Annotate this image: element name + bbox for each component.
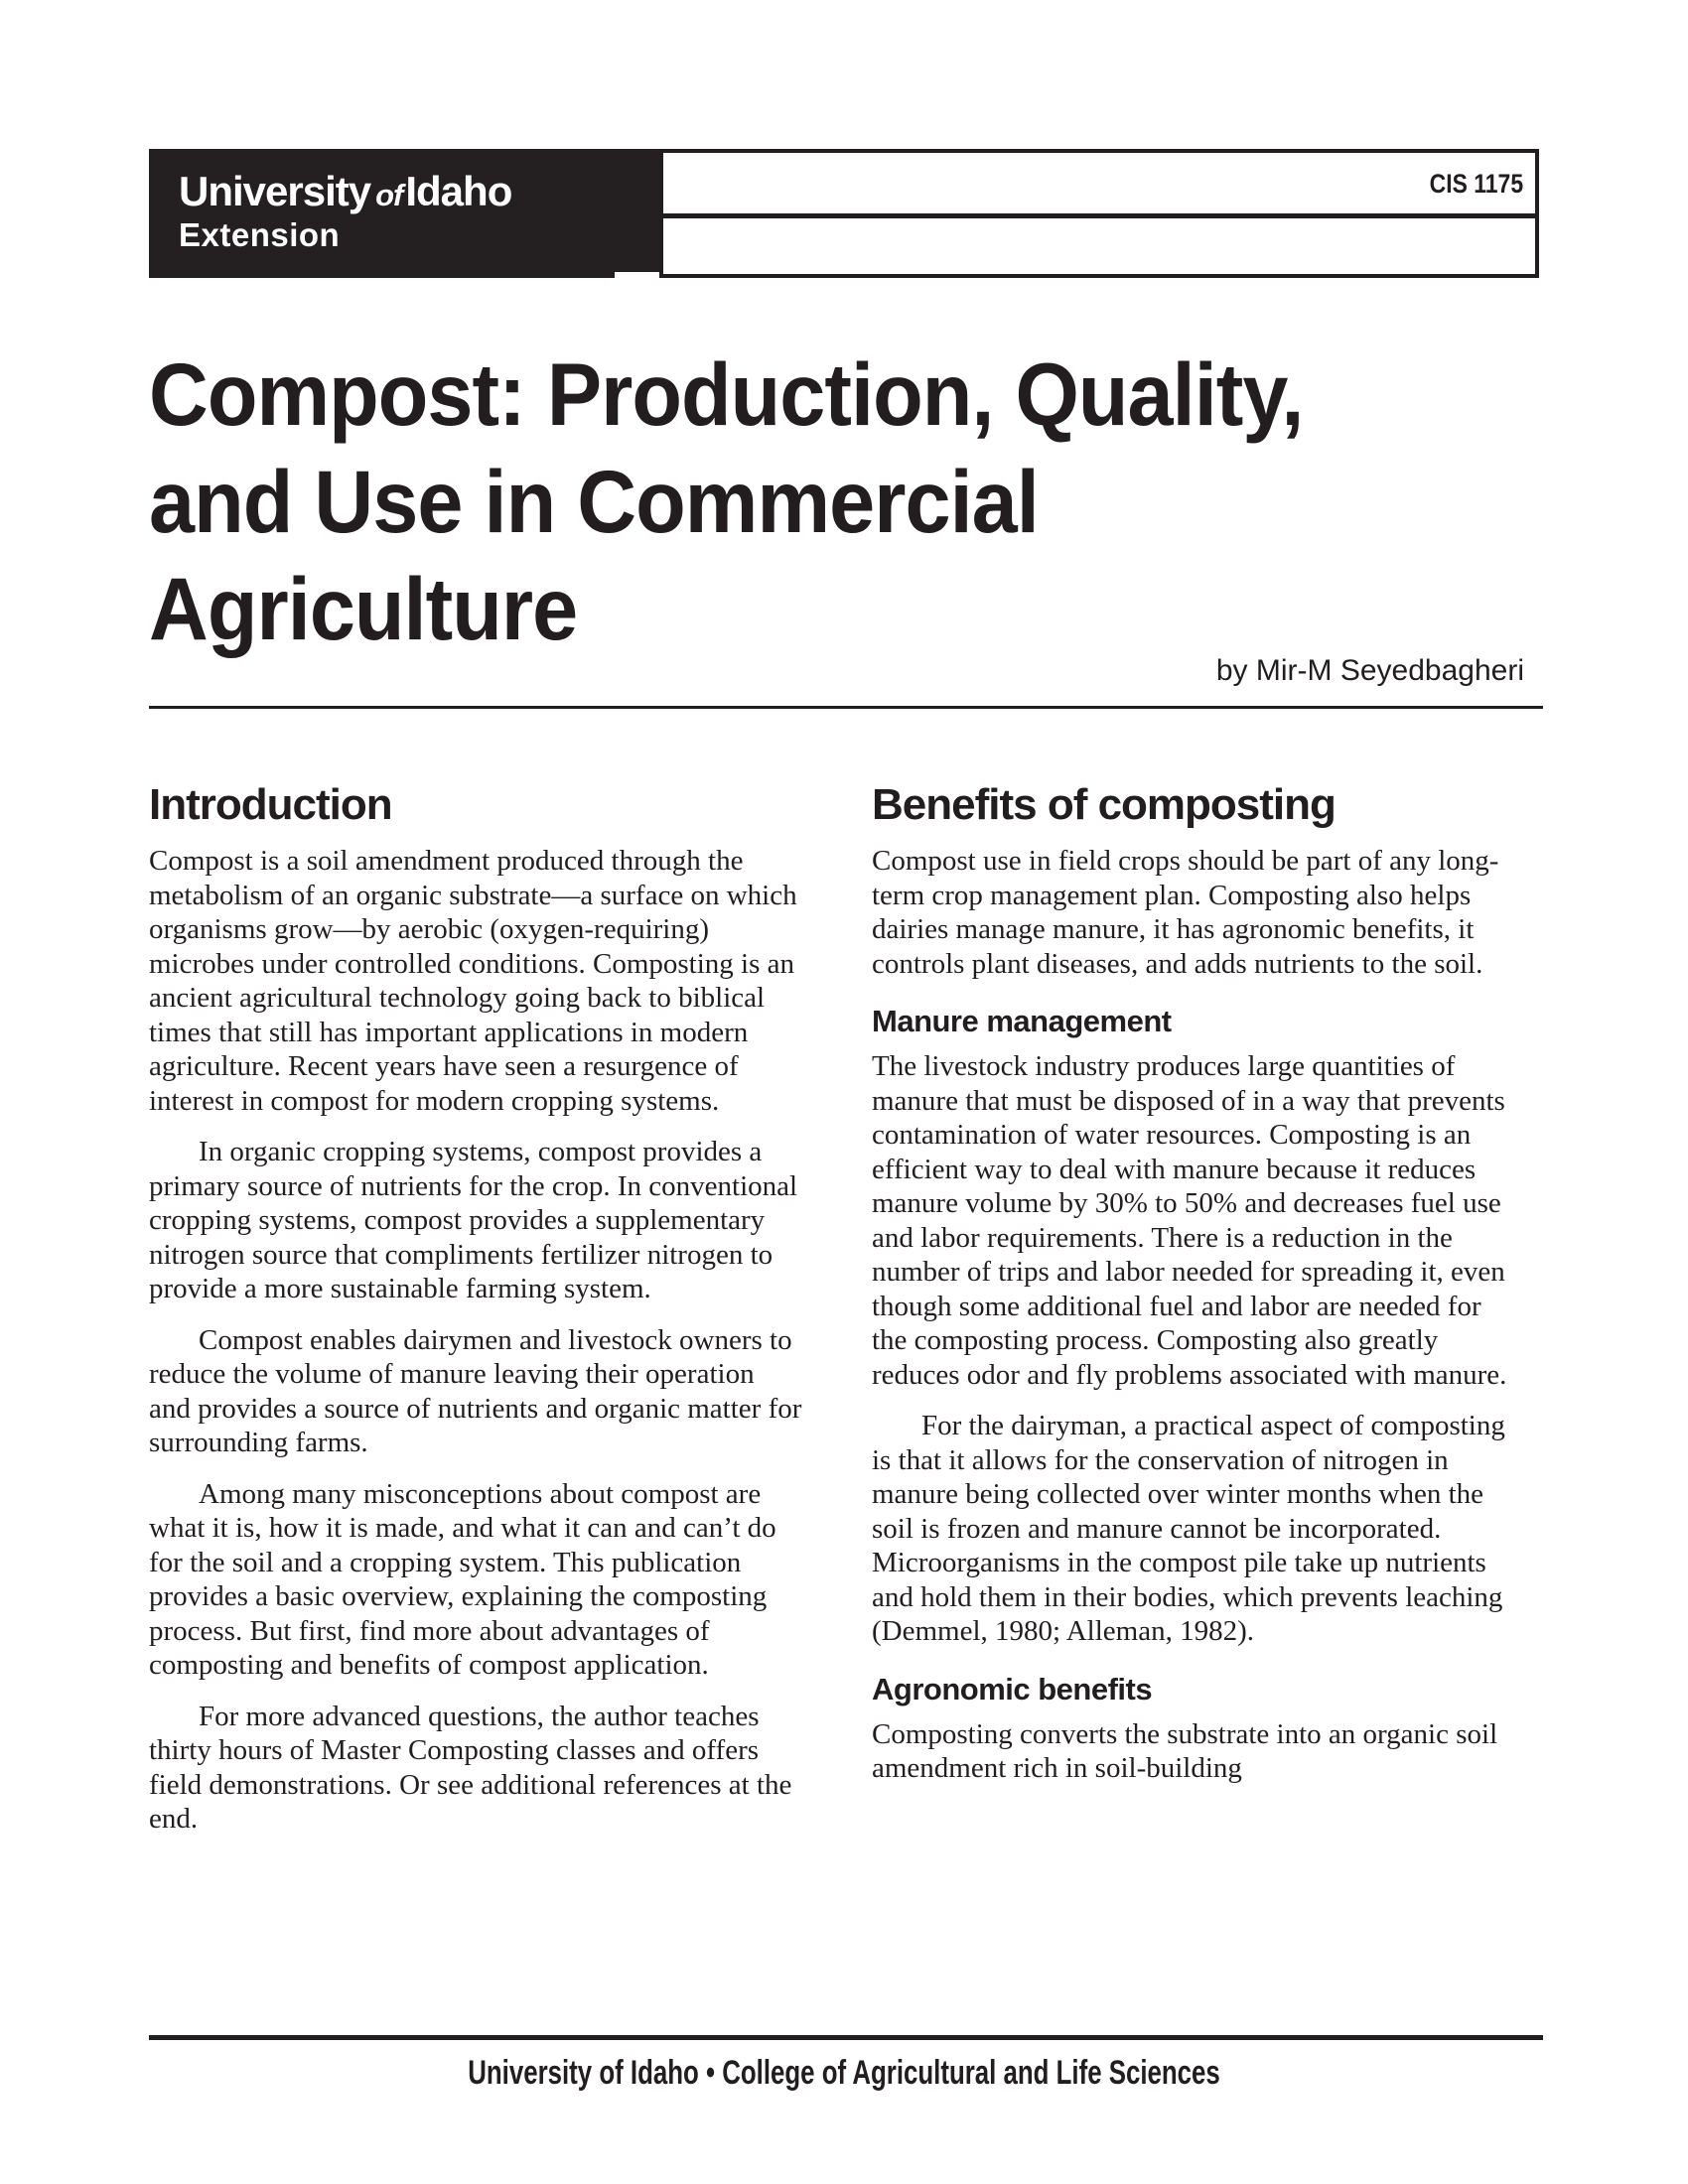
publication-number-box (659, 149, 1539, 278)
logo-extension: Extension (179, 216, 341, 253)
title-line-3: Agriculture (149, 559, 578, 658)
logo-university: University (179, 168, 371, 214)
university-of-idaho-extension-logo (149, 149, 663, 278)
intro-paragraph-5: For more advanced questions, the author teaches thirty hours of Master Composting classes and offers field demonstrations. Or see additional references at the end. (149, 1700, 792, 1835)
header-rule (149, 706, 1543, 709)
left-column (149, 782, 802, 1853)
benefits-intro-paragraph: Compost use in field crops should be part of any long-term crop management plan. Composting also helps dairies manage manure, it has agronomic benefits, it controls plant diseases, and adds nutrients to the soil. (872, 845, 1499, 980)
title-line-1: Compost: Production, Quality, (149, 344, 1304, 444)
title-line-2: and Use in Commercial (149, 452, 1039, 551)
logo-idaho: Idaho (405, 168, 512, 214)
logo-notch-mark (615, 272, 659, 278)
right-column (872, 782, 1523, 1853)
document-title (149, 341, 1303, 662)
introduction-heading: Introduction (149, 780, 392, 829)
manure-management-subheading: Manure management (872, 1004, 1172, 1038)
intro-paragraph-3: Compost enables dairymen and livestock owners to reduce the volume of manure leaving their operation and provides a source of nutrients and organic matter for surrounding farms. (149, 1323, 802, 1458)
footer-text: University of Idaho • College of Agricultural and Life Sciences (468, 2054, 1220, 2092)
benefits-heading: Benefits of composting (872, 780, 1336, 829)
manure-paragraph-1: The livestock industry produces large quantities of manure that must be disposed of in a way that prevents contamination of water resources. Composting is an efficient way to deal with manure because it reduces manure volume by 30% to 50% and decreases fuel use and labor requirements. There is a reduction in the number of trips and labor needed for spreading it, even though some additional fuel and labor are needed for the composting process. Composting also greatly reduces odor and fly problems associated with manure. (872, 1050, 1507, 1391)
intro-paragraph-2: In organic cropping systems, compost provides a primary source of nutrients for the crop. In conventional cropping systems, compost provides a supplementary nitrogen source that compliments fertilizer nitrogen to provide a more sustainable farming system. (149, 1136, 798, 1304)
article-body (149, 782, 1543, 1853)
publication-box-divider (663, 213, 1535, 218)
intro-paragraph-4: Among many misconceptions about compost are what it is, how it is made, and what it can and can’t do for the soil and a cropping system. This publication provides a basic overview, explaining the composting process. But first, find more about advantages of composting and benefits of compost application. (149, 1477, 776, 1681)
publication-number: CIS 1175 (1429, 169, 1523, 199)
agronomic-paragraph-1: Composting converts the substrate into an organic soil amendment rich in soil-building (872, 1717, 1498, 1784)
agronomic-benefits-subheading: Agronomic benefits (872, 1671, 1153, 1706)
logo-wordmark (149, 149, 663, 216)
logo-of: of (375, 178, 403, 212)
byline: by Mir-M Seyedbagheri (1215, 654, 1524, 687)
intro-paragraph-1: Compost is a soil amendment produced through the metabolism of an organic substrate—a surface on which organisms grow—by aerobic (oxygen-requiring) microbes under controlled conditions. Composting is an ancient agricultural technology going back to biblical times that still has important applications in modern agriculture. Recent years have seen a resurgence of interest in compost for modern cropping systems. (149, 845, 797, 1117)
footer-rule (149, 2035, 1543, 2040)
manure-paragraph-2: For the dairyman, a practical aspect of composting is that it allows for the conservation of nitrogen in manure being collected over winter months when the soil is frozen and manure cannot be incorporated. Microorganisms in the compost pile take up nutrients and hold them in their bodies, which prevents leaching (Demmel, 1980; Alleman, 1982). (872, 1410, 1505, 1647)
